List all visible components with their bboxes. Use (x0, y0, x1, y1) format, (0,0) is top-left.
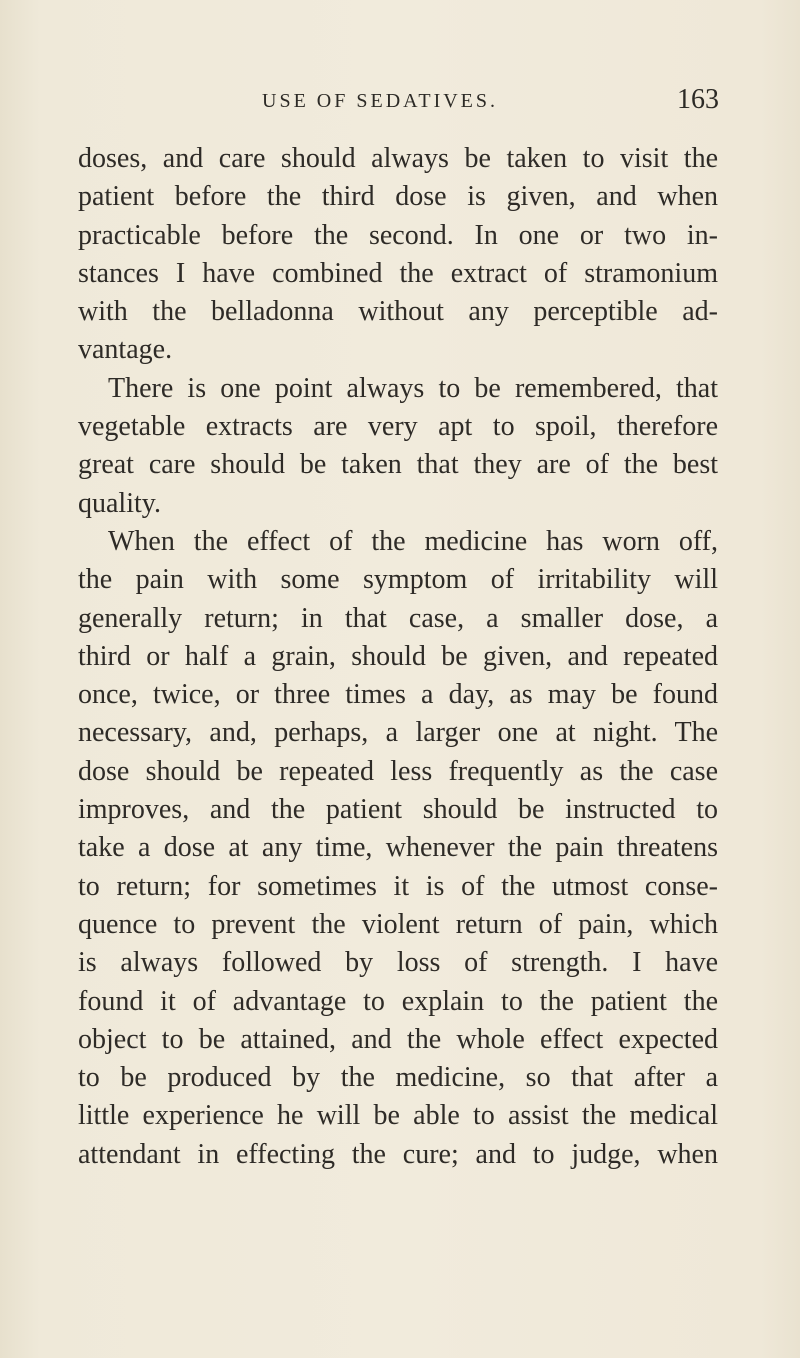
text-line: There is one point always to be remembered, that (108, 372, 718, 404)
text-line: take a dose at any time, whenever the pain threatens (78, 832, 718, 864)
text-line: patient before the third dose is given, and when (78, 181, 718, 213)
text-line: third or half a grain, should be given, and repeated (78, 640, 718, 672)
text-line: little experience he will be able to assist the medical (78, 1100, 718, 1132)
text-line: is always followed by loss of strength. I have (78, 947, 718, 979)
text-line: generally return; in that case, a smaller dose, a (78, 602, 718, 634)
text-line: great care should be taken that they are of the best (78, 449, 718, 481)
text-line: to be produced by the medicine, so that after a (78, 1062, 718, 1094)
text-line: When the effect of the medicine has worn off, (108, 525, 718, 557)
text-line: object to be attained, and the whole effect expected (78, 1023, 718, 1055)
page-header (0, 84, 800, 124)
text-line: vegetable extracts are very apt to spoil, therefore (78, 411, 718, 443)
text-line: dose should be repeated less frequently as the case (78, 755, 718, 787)
page-number: 163 (677, 84, 719, 115)
text-line: practicable before the second. In one or two in- (78, 219, 718, 251)
text-line: necessary, and, perhaps, a larger one at night. The (78, 717, 718, 749)
text-line: to return; for sometimes it is of the utmost conse- (78, 870, 718, 902)
text-line: stances I have combined the extract of stramonium (78, 257, 718, 289)
text-line: found it of advantage to explain to the patient the (78, 985, 718, 1017)
text-line: once, twice, or three times a day, as may be found (78, 679, 718, 711)
text-line: vantage. (78, 334, 173, 366)
text-line: with the belladonna without any perceptible ad- (78, 296, 718, 328)
text-line: quence to prevent the violent return of pain, which (78, 908, 718, 940)
text-line: improves, and the patient should be instructed to (78, 794, 718, 826)
body-text (78, 140, 718, 1174)
text-line: doses, and care should always be taken to visit the (78, 143, 718, 174)
running-head: USE OF SEDATIVES. (262, 90, 499, 112)
text-line: quality. (78, 487, 161, 519)
text-line: the pain with some symptom of irritability will (78, 564, 718, 596)
text-line: attendant in effecting the cure; and to judge, when (78, 1138, 718, 1170)
